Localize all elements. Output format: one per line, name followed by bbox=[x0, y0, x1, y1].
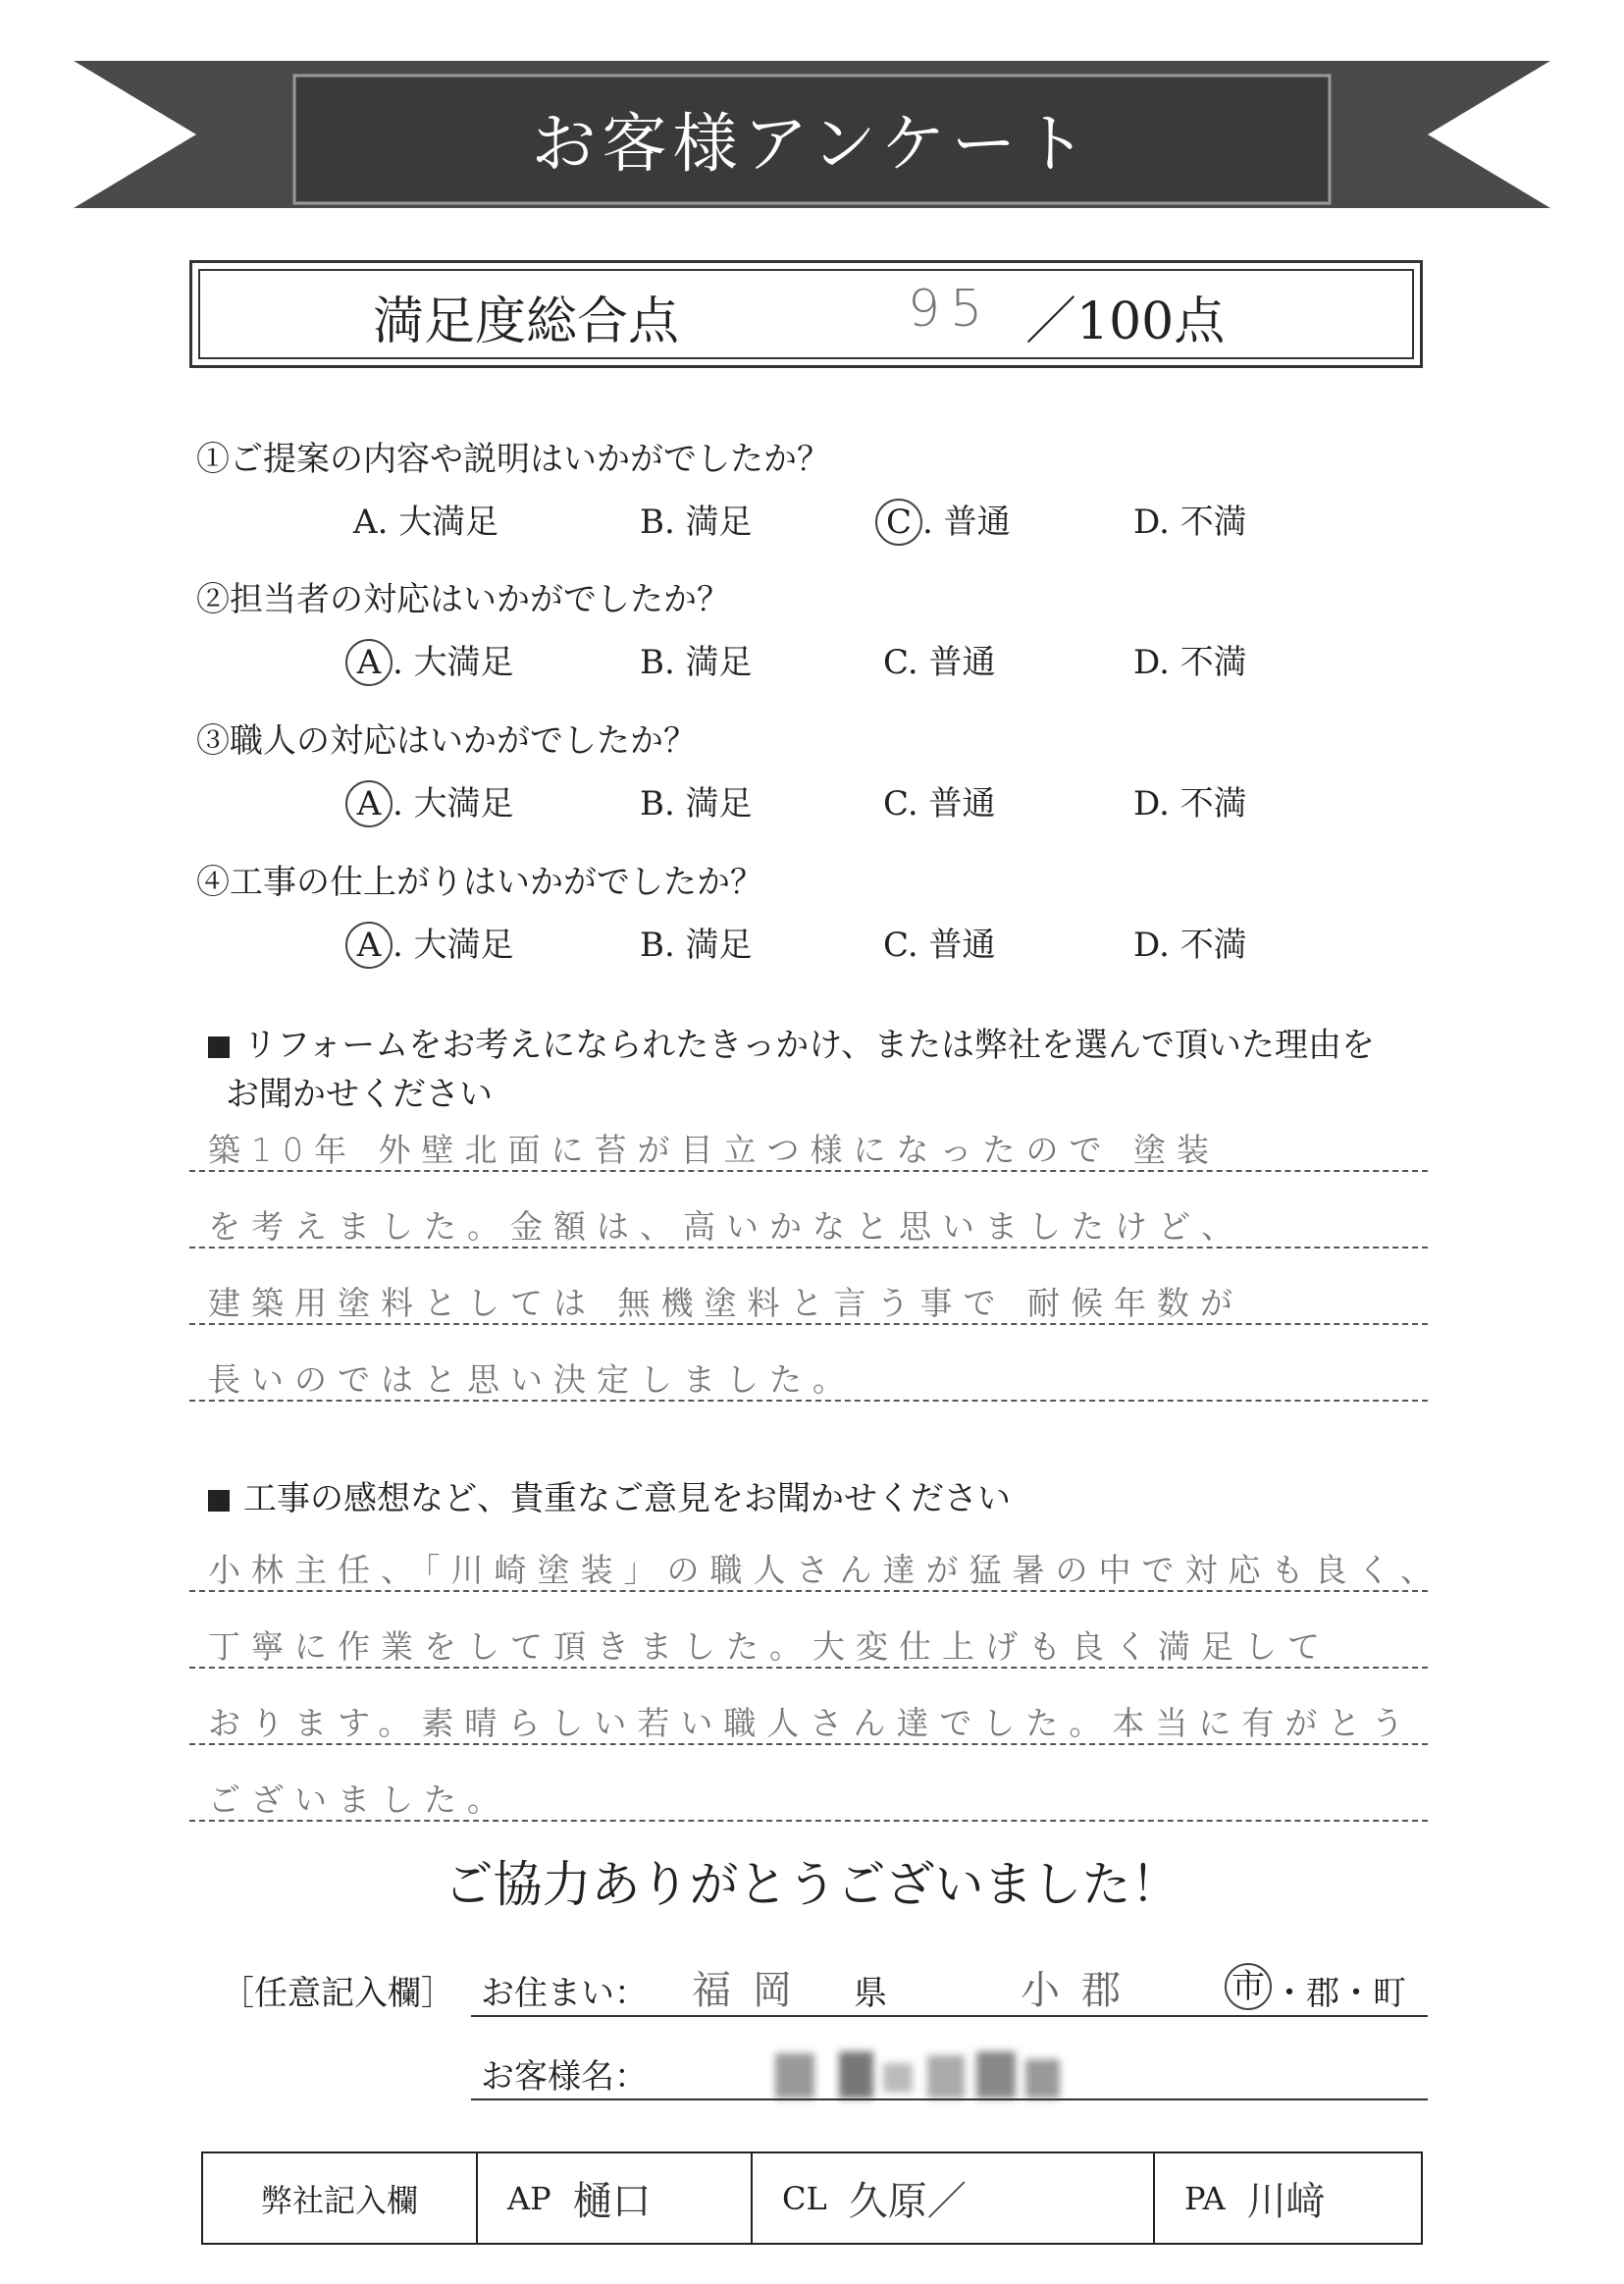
question-3-option-c[interactable]: C. 普通 bbox=[883, 784, 996, 823]
city-suffix: 市 bbox=[1225, 1963, 1272, 2010]
question-1-option-a[interactable]: A. 大満足 bbox=[353, 503, 499, 542]
question-1-option-b[interactable]: B. 満足 bbox=[640, 503, 753, 542]
reason-heading: リフォームをお考えになられたきっかけ、または弊社を選んで頂いた理由を お聞かせください bbox=[208, 1021, 1444, 1119]
company-record-table bbox=[201, 2151, 1423, 2245]
pa-value: 川﨑 bbox=[1246, 2179, 1326, 2224]
impressions-heading: 工事の感想など、貴重なご意見をお聞かせください bbox=[208, 1474, 1444, 1523]
address-line bbox=[471, 2015, 1428, 2017]
ap-cell bbox=[478, 2153, 753, 2243]
ap-value: 樋口 bbox=[572, 2179, 652, 2224]
impressions-dotted-rule bbox=[189, 1820, 1428, 1822]
score-label: 満足度総合点 bbox=[373, 292, 680, 351]
address-label: お住まい： bbox=[481, 1974, 648, 2013]
reason-dotted-rule bbox=[189, 1170, 1428, 1172]
question-2-option-d[interactable]: D. 不満 bbox=[1133, 643, 1247, 682]
square-bullet-icon bbox=[208, 1490, 230, 1512]
question-3-text: ③職人の対応はいかがでしたか？ bbox=[196, 721, 697, 761]
reason-dotted-rule bbox=[189, 1247, 1428, 1248]
reason-handwritten-line: 長いのではと思い決定しました。 bbox=[208, 1360, 856, 1399]
score-max: ／100点 bbox=[1025, 292, 1226, 351]
question-2-text: ②担当者の対応はいかがでしたか？ bbox=[196, 580, 730, 619]
question-4-option-c[interactable]: C. 普通 bbox=[883, 926, 996, 965]
question-3-option-a[interactable]: A . 大満足 bbox=[353, 776, 514, 827]
reason-handwritten-line: 築10年 外壁北面に苔が目立つ様になったので 塗装 bbox=[208, 1131, 1220, 1169]
impressions-handwritten-line: おります。素晴らしい若い職人さん達でした。本当に有がとう bbox=[208, 1704, 1415, 1742]
impressions-dotted-rule bbox=[189, 1590, 1428, 1592]
reason-handwritten-line: を考えました。金額は、高いかなと思いましたけど、 bbox=[208, 1207, 1244, 1246]
question-1-option-c[interactable]: C . 普通 bbox=[883, 495, 1011, 546]
city-value: 小郡 bbox=[1021, 1968, 1142, 2013]
cl-value: 久原／ bbox=[848, 2179, 967, 2224]
impressions-handwritten-line: ございました。 bbox=[208, 1780, 510, 1819]
reason-dotted-rule bbox=[189, 1323, 1428, 1325]
impressions-dotted-rule bbox=[189, 1743, 1428, 1745]
thanks-message: ご協力ありがとうございました！ bbox=[444, 1856, 1180, 1913]
impressions-dotted-rule bbox=[189, 1667, 1428, 1669]
reason-dotted-rule bbox=[189, 1400, 1428, 1402]
score-value: 95 bbox=[908, 280, 993, 339]
question-4-option-d[interactable]: D. 不満 bbox=[1133, 926, 1247, 965]
question-1-text: ①ご提案の内容や説明はいかがでしたか？ bbox=[196, 440, 830, 479]
impressions-handwritten-line: 小林主任、「川崎塗装」の職人さん達が猛暑の中で対応も良く、 bbox=[208, 1551, 1443, 1589]
customer-name-line bbox=[471, 2098, 1428, 2100]
reason-handwritten-line: 建築用塗料としては 無機塗料と言う事で 耐候年数が bbox=[208, 1284, 1243, 1322]
optional-field-label: ［任意記入欄］ bbox=[221, 1974, 454, 2013]
question-3-option-d[interactable]: D. 不満 bbox=[1133, 784, 1247, 823]
question-2-option-a[interactable]: A . 大満足 bbox=[353, 635, 514, 686]
cl-label: CL bbox=[782, 2179, 827, 2217]
pa-cell bbox=[1155, 2153, 1421, 2243]
company-label: 弊社記入欄 bbox=[203, 2153, 478, 2243]
prefecture-suffix: 県 bbox=[854, 1974, 887, 2013]
prefecture-value: 福岡 bbox=[692, 1968, 813, 2013]
question-4-option-a[interactable]: A . 大満足 bbox=[353, 918, 514, 969]
impressions-handwritten-line: 丁寧に作業をして頂きました。大変仕上げも良く満足して bbox=[208, 1627, 1331, 1666]
question-3-option-b[interactable]: B. 満足 bbox=[640, 784, 753, 823]
question-4-option-b[interactable]: B. 満足 bbox=[640, 926, 753, 965]
gun-cho-suffix: ・郡・町 bbox=[1273, 1974, 1406, 2013]
square-bullet-icon bbox=[208, 1036, 230, 1058]
question-2-option-b[interactable]: B. 満足 bbox=[640, 643, 753, 682]
pa-label: PA bbox=[1184, 2179, 1226, 2217]
question-2-option-c[interactable]: C. 普通 bbox=[883, 643, 996, 682]
cl-cell bbox=[753, 2153, 1155, 2243]
question-1-option-d[interactable]: D. 不満 bbox=[1133, 503, 1247, 542]
ap-label: AP bbox=[507, 2179, 551, 2217]
page-title: お客様アンケート bbox=[531, 105, 1093, 182]
question-4-text: ④工事の仕上がりはいかがでしたか？ bbox=[196, 863, 763, 902]
customer-name-label: お客様名： bbox=[481, 2057, 648, 2097]
